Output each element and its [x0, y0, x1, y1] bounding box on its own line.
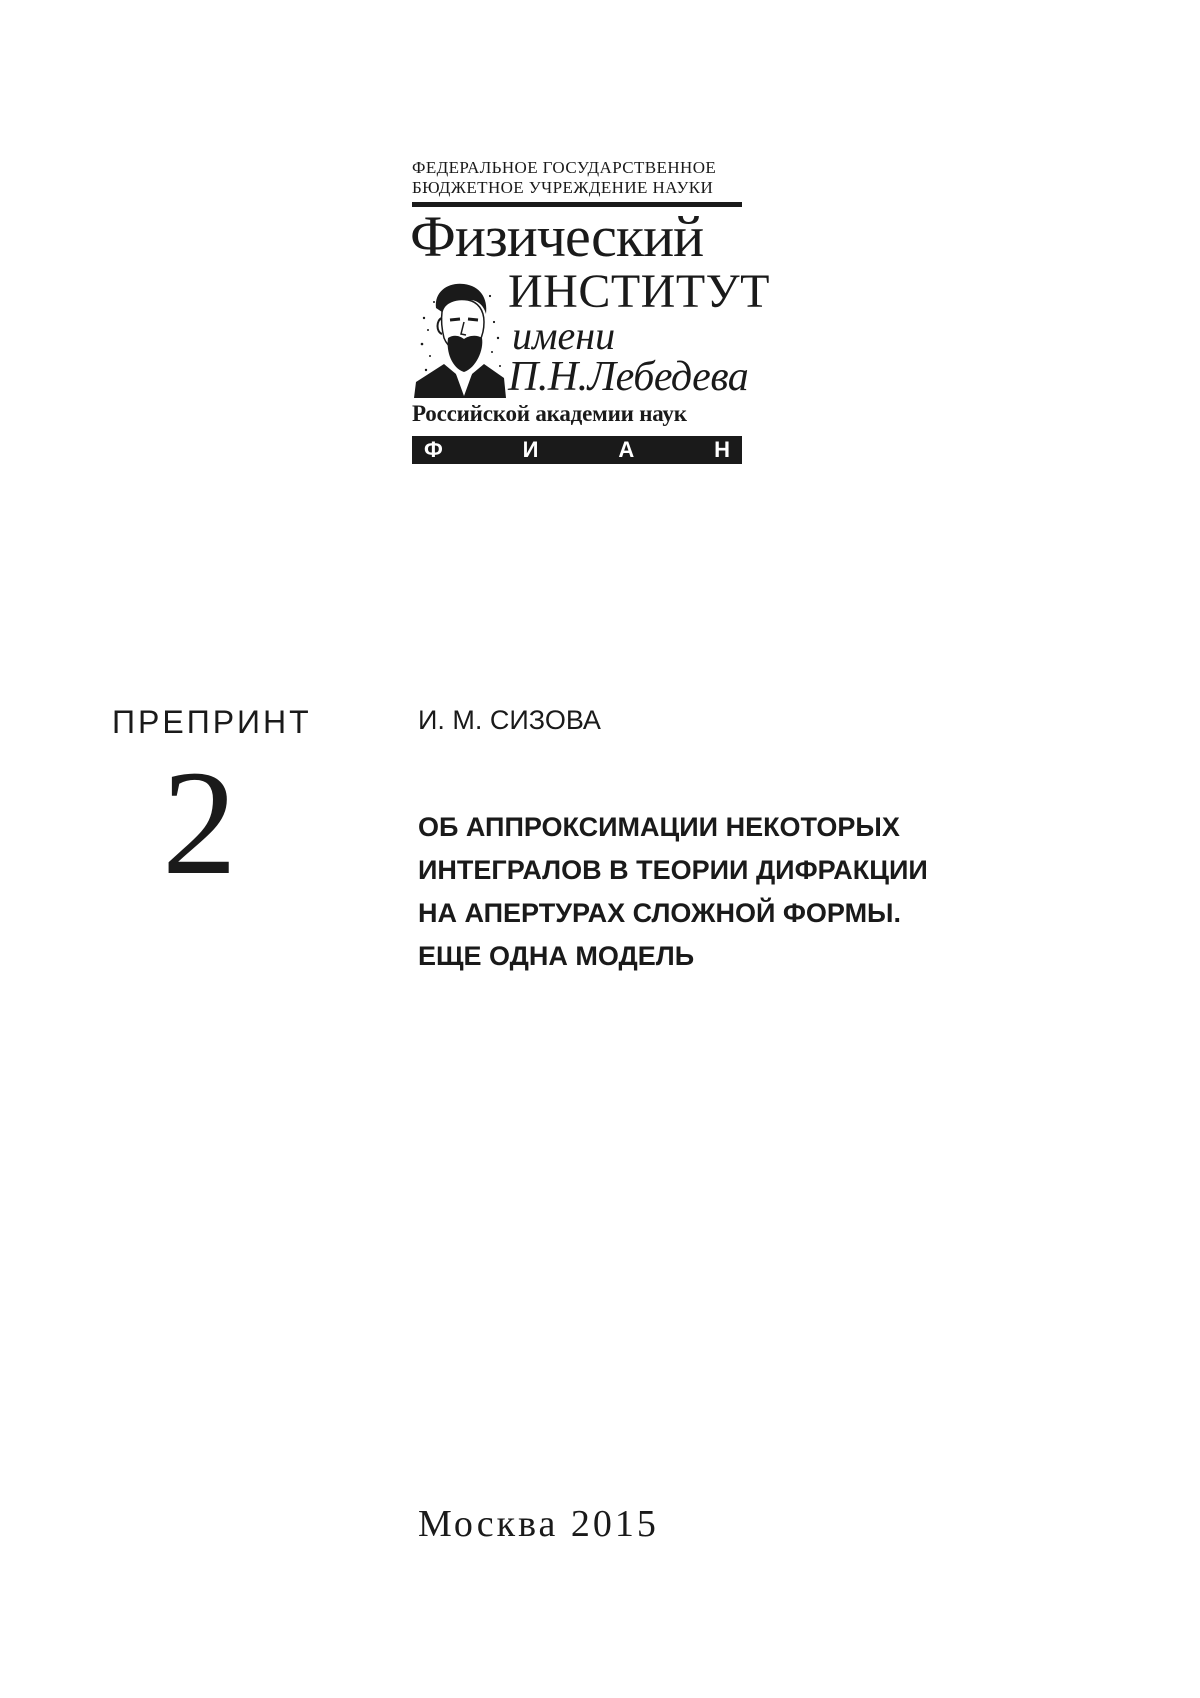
lebedev-portrait-icon	[414, 278, 506, 398]
logo-academy: Российской академии наук	[412, 401, 687, 426]
logo-name-line-1: Физический	[410, 204, 704, 269]
logo-abbr-letter: Ф	[424, 437, 443, 462]
institute-logo	[410, 158, 770, 464]
document-title	[418, 806, 928, 978]
title-line: ИНТЕГРАЛОВ В ТЕОРИИ ДИФРАКЦИИ	[418, 855, 928, 885]
logo-org-line-1: ФЕДЕРАЛЬНОЕ ГОСУДАРСТВЕННОЕ	[412, 158, 717, 177]
author-name: И. М. СИЗОВА	[418, 705, 601, 735]
logo-name-line-3: имени	[512, 313, 616, 358]
title-line: НА АПЕРТУРАХ СЛОЖНОЙ ФОРМЫ.	[418, 898, 901, 928]
preprint-number: 2	[162, 740, 237, 906]
imprint-city-year: Москва 2015	[418, 1503, 659, 1545]
logo-abbr-letter: Н	[714, 437, 730, 462]
preprint-label: ПРЕПРИНТ	[112, 704, 312, 740]
title-line: ОБ АППРОКСИМАЦИИ НЕКОТОРЫХ	[418, 812, 900, 842]
logo-name-line-2: ИНСТИТУТ	[508, 265, 770, 318]
logo-org-line-2: БЮДЖЕТНОЕ УЧРЕЖДЕНИЕ НАУКИ	[412, 178, 714, 197]
logo-name-line-4: П.Н.Лебедева	[508, 354, 749, 400]
logo-abbreviation-bar	[412, 436, 742, 464]
logo-abbr-letter: И	[522, 437, 539, 462]
title-line: ЕЩЕ ОДНА МОДЕЛЬ	[418, 941, 695, 971]
logo-abbr-letter: А	[618, 437, 635, 462]
